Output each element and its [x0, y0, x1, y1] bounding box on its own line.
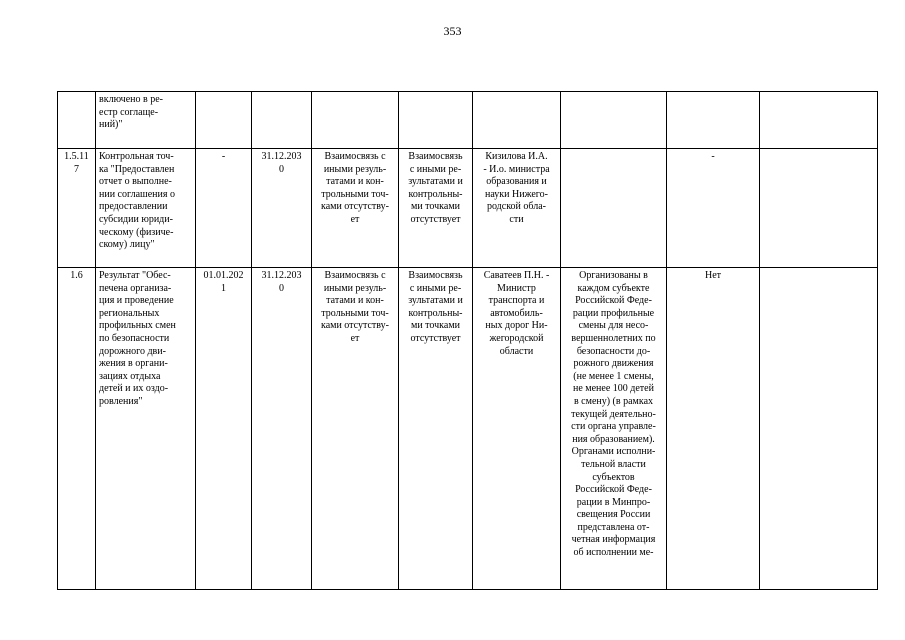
cell-extra: [760, 268, 878, 590]
cell-extra: [760, 92, 878, 149]
table-row: [58, 149, 878, 268]
cell-num: 1.6: [58, 268, 96, 590]
cell-start-date: [196, 92, 252, 149]
cell-num: 1.5.11 7: [58, 149, 96, 268]
cell-result: [561, 92, 667, 149]
table-row: [58, 268, 878, 590]
cell-flag: -: [667, 149, 760, 268]
cell-responsible: [473, 92, 561, 149]
cell-start-date: -: [196, 149, 252, 268]
control-points-table: [57, 91, 878, 590]
cell-extra: [760, 149, 878, 268]
cell-link-next: [399, 92, 473, 149]
cell-end-date: 31.12.203 0: [252, 149, 312, 268]
cell-responsible: Кизилова И.А. - И.о. министра образования и науки Нижего- родской обла- сти: [473, 149, 561, 268]
cell-responsible: Саватеев П.Н. - Министр транспорта и автомобиль- ных дорог Ни- жегородской области: [473, 268, 561, 590]
cell-end-date: [252, 92, 312, 149]
table-row: [58, 92, 878, 149]
cell-link-prev: Взаимосвязь с иными резуль- татами и кон- трольными точ- ками отсутству- ет: [312, 268, 399, 590]
cell-link-prev: [312, 92, 399, 149]
cell-name: Результат "Обес- печена организа- ция и проведение региональных профильных смен по безопасности дорожного дви- жения в органи- зациях отдыха детей и их оздо- ровления": [96, 268, 196, 590]
cell-flag: Нет: [667, 268, 760, 590]
cell-end-date: 31.12.203 0: [252, 268, 312, 590]
cell-name: включено в ре- естр соглаще- ний)": [96, 92, 196, 149]
cell-name: Контрольная точ- ка "Предоставлен отчет о выполне- нии соглашения о предоставлении субсидии юриди- ческому (физиче- скому) лицу": [96, 149, 196, 268]
cell-link-next: Взаимосвязь с иными ре- зультатами и контрольны- ми точками отсутствует: [399, 149, 473, 268]
cell-result: Организованы в каждом субъекте Российской Феде- рации профильные смены для несо- вершеннолетних по безопасности до- рожного движения (не менее 1 смены, не менее 100 детей в смену) (в рамках текущей деятельно- сти органа управле- ния образованием). Органами исполни- тельной власти субъектов Российской Феде- рации в Минпро- свещения России представлена от- четная информация об исполнении ме-: [561, 268, 667, 590]
cell-link-next: Взаимосвязь с иными ре- зультатами и контрольны- ми точками отсутствует: [399, 268, 473, 590]
cell-link-prev: Взаимосвязь с иными резуль- татами и кон- трольными точ- ками отсутству- ет: [312, 149, 399, 268]
cell-flag: [667, 92, 760, 149]
page-number: 353: [443, 24, 462, 38]
cell-num: [58, 92, 96, 149]
cell-result: [561, 149, 667, 268]
cell-start-date: 01.01.202 1: [196, 268, 252, 590]
